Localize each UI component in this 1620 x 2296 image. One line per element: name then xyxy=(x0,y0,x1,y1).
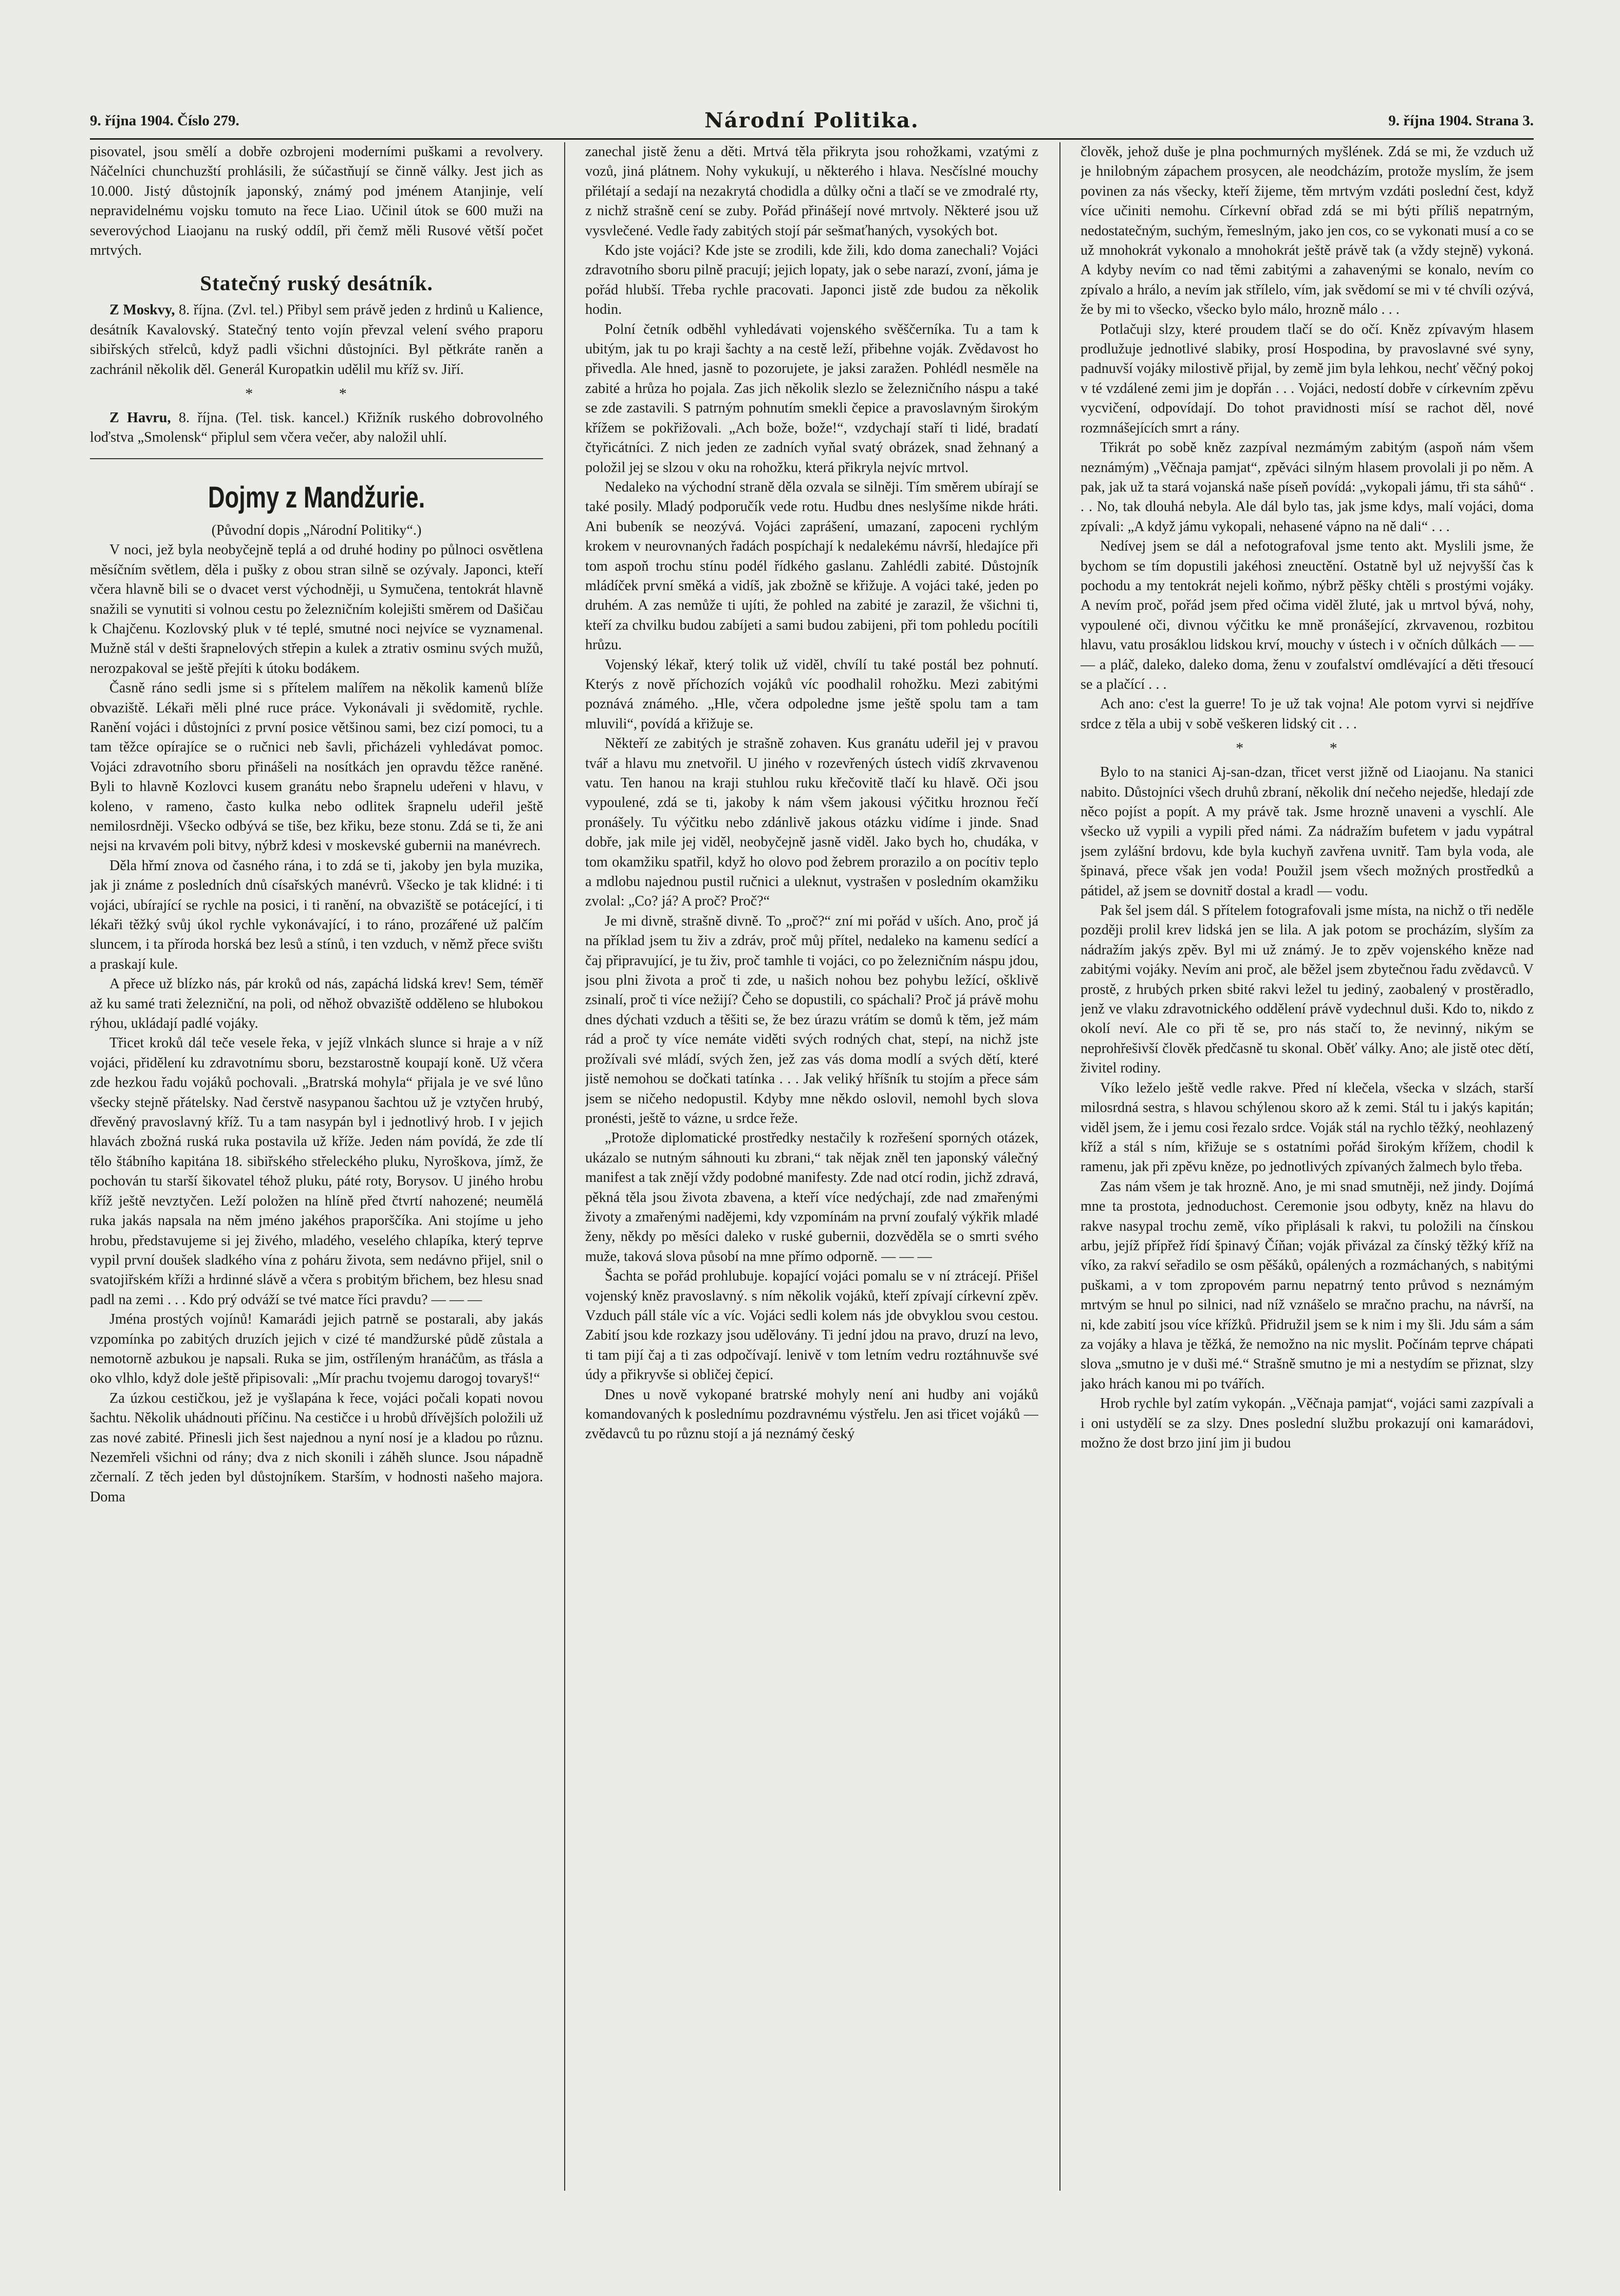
paragraph: Někteří ze zabitých je strašně zohaven. Kus granátu udeřil jej v pravou tvář a hlavu mu znetvořil. U jiného v rozevřených ústech vidíš zkrvavenou vatu. Ten hanou na kraji stuhlou ruku křečovitě tlačí ku hlavě. Oči jsou vypoulené, zdá se ti, jakoby k nám všem jakousi výčitku hroznou řečí pronášely. Tu výčitku nebo zdánlivě jakous otázku vidíme i jinde. Snad dobře, jak mile jej viděl, neobyčejně jasně viděl. Jako bych ho, chudáka, v tom okamžiku spatřil, když ho olovo pod žebrem prorazilo a on pocítiv teplo a mdlobu najednou pustil ručnici a uleknut, vystrašen v posledním okamžiku zvolal: „Co? já? A proč? Proč?“ xyxy=(585,736,1038,910)
columns xyxy=(90,142,1534,2191)
paragraph: Děla hřmí znova od časného rána, i to zdá se ti, jakoby jen byla muzika, jak ji známe z posledních dnů císařských manévrů. Všecko je tak klidné: i ti vojáci, ubírající se rychle na posici, i ti ranění, na obvaziště se potácející, i ti lékaři těžký svůj úkol rychle vykonávající, i to ráno, prozářené už palčím sluncem, i ta přírodа horská bez lesů a stínů, i ten vzduch, v němž přece svištı a praskají kule. xyxy=(90,857,543,972)
column-rule xyxy=(1059,142,1060,2191)
article-headline: Statečný ruský desátník. xyxy=(200,271,433,295)
paragraph xyxy=(90,408,543,448)
header-date-issue: 9. října 1904. Číslo 279. xyxy=(90,112,239,129)
paragraph: Kdo jste vojáci? Kde jste se zrodili, kde žili, kdo doma zanechali? Vojáci zdravotního sboru pilně pracují; jejich lopaty, jak o sebe narazí, zvoní, jáma je pořád hlubší. Třeba rychle pracovati. Japonci jistě zde budou za několik hodin. xyxy=(585,242,1038,318)
paragraph: zanechal jistě ženu a děti. Mrtvá těla přikryta jsou rohožkami, vzatými z vozů, jiná plátnem. Nohy vykukují, u některého i hlava. Nesčíslné mouchy přilétají a sedají na nezakrytá chodidla a důlky očni a tlačí se ve zmodralé rty, z nichž strašně cení se zuby. Pořád přinášejí nové mrtvoly. Některé jsou už vysvlečené. Vedle řady zabitých stojí pár sešmaťhaných, vysokých bot. xyxy=(585,144,1038,239)
paragraph: Pak šel jsem dál. S přítelem fotografovali jsme místa, na nichž o tři neděle později prolil krev lidská jen se lila. A jak potom se procházím, slyším za nádražím jakýs zpěv. Byl mi už známý. Je to zpěv vojenského kněze nad zabitými vojáky. Nevím ani proč, ale běžel jsem zbytečnou řadu zvědavců. V prostě, z hrubých prken sbité rakvi ležel tu jediný, zaobalený v prostěradlo, jenž ve vlaku zdravotnického oddělení právě vydechnul duši. Kdo to, nikdo z okolí neví. Ale co při tě se, pro nás stačí to, že nevinný, nikým se neprohřešivší člověk předčasně tu skonal. Oběť války. Ano; ale jistě otec dětí, živitel rodiny. xyxy=(1081,902,1534,1077)
paragraph: Jména prostých vojínů! Kamarádi jejich patrně se postarali, aby jakás vzpomínka po zabitých druzích jejich v cizé té mandžurské půdě zůstala a nemotorně azbukou je napsali. Ruka se jim, ostříleným hranáčům, as třásla a oko vlhlo, když dole ještě připisovali: „Mír prachu tvojemu darogoj tovaryš!“ xyxy=(90,1311,543,1387)
paragraph: Nedaleko na východní straně děla ozvala se silněji. Tím směrem ubírají se také posily. Mladý podporučík vede rotu. Hudbu dnes neslyšíme nikde hráti. Ani bubeník se neozývá. Vojáci zaprášení, umazaní, zapoceni rychlým krokem v neurovnaných řadách pospíchají k nedalekému návrší, hledajíce při tom aspoň trochu stínu podél řídkého gaslanu. Zahlédli zabité. Důstojník mládíček první směká a vidíš, jak zbožně se křižuje. A vojáci také, jeden po druhém. A zas nemůže ti ujíti, že pohled na zabité je zarazil, že všichni ti, kteří za chvilku budou zabíjeti a sami budou zabijeni, při tom pohledu pocítili hrůzu. xyxy=(585,479,1038,653)
paragraph: Za úzkou cestičkou, jež je vyšlapána k řece, vojáci počali kopati novou šachtu. Několik uhádnouti příčinu. Na cestičce i u hrobů dřívějších položili už zas nové zabité. Přinesli jich šest najednou a nyní nosí je a kladou po různu. Nezemřeli všichni od rány; dva z nich skonili i záhěh sluncе. Jsou nápadně zčernalí. Z těch jeden byl důstojníkem. Starším, v hodnosti našeho majora. Doma xyxy=(90,1390,543,1505)
page-header xyxy=(90,105,1534,140)
paragraph: Potlačuji slzy, které proudem tlačí se do očí. Kněz zpívavým hlasem prodlužuje jednotlivé slabiky, prosí Hospodina, by pravoslavné své syny, padnuvší vojáky milostivě přijal, by země jim byla lehkou, nechť věčný pokoj v té vzdálené zemi jim je dopřán . . . Vojáci, nedostí dobře v církevním zpěvu vycvičení, odpovídají. Do tohot pravidnosti mísí se rachot děl, nové rozmnášejících smrt a rány. xyxy=(1081,321,1534,436)
section-stars: * * xyxy=(1236,740,1379,757)
paragraph: Zas nám všem je tak hrozně. Ano, je mi snad smutněji, než jindy. Dojímá mne ta prostota, jednoduchost. Ceremonie jsou odbyty, kněz na hlavu do rakve nasypal trochu země, víko připlásali k rakvi, tu položili na čínskou arbu, jejíž přípřež řídí špinavý Číňan; voják přivázal za čínský těžký kříž na víko, za rakví seřadilo se osm pěšáků, opálených a rozmáchaných, s nabitými puškami, a v tom zpropovém parnu nepatrný tento průvod s neznámým mrtvým se hnul po silnici, nad níž vznášelo se mračno prachu, na návrší, na ni, kde zabití jsou více křížků. Přidružil jsem se k nim i my šli. Jdu sám a sám za vojáky a hlava je těžká, že nemožno na nic myslit. Počínám teprve chápati slova „smutno je v duši mé.“ Strašně smutno je mi a nestydím se přiznat, slzy jako hrách kanou mi po tvářích. xyxy=(1081,1178,1534,1392)
dateline: Z Havru, xyxy=(109,410,171,426)
column-2 xyxy=(585,142,1038,2191)
paragraph: člověk, jehož duše je plna pochmurných myšlének. Zdá se mi, že vzduch už je hnilobným zápachem prosycen, ale neodcházím, protože myslím, že jsem povinen za nás všecky, kteří žijeme, těm mrtvým vzdáti poslední čest, když více učiniti nemohu. Církevní obřad zdá se mi býti příliš nepatrným, nedostatečným, suchým, řemeslným, jako jen cos, co se vykonati musí a co se už mnohokrát vykonalo a mnohokrát ještě právě tak (a vždy stejně) vykoná. A kdyby nevím co nad těmi zabitými a zahavenými se konalo, nevím co zpívalo a hrálo, a nevím jak střílelo, vím, jak svědomí se mi v té chvíli ozývá, že by mi to všecko, všecko bylo málo, hrozně málo . . . xyxy=(1081,144,1534,318)
header-date-page: 9. října 1904. Strana 3. xyxy=(1388,112,1534,129)
paragraph: Časně ráno sedli jsme si s přítelem malířem na několik kamenů blíže obvaziště. Lékaři měli plné ruce práce. Vykonávali ji svědomitě, rychle. Ranění vojáci i důstojníci z první posice většinou sami, bez cizí pomoci, tu a tam těžce opírajíce se o ručnici neb šavli, přicházeli vyhledávat pomoc. Vojáci zdravotního sboru přinášeli na nosítkách jen opravdu těžce raněné. Byli to hlavně Kozlovci kusem granátu nebo šrapnelu udeřeni v hlavu, v koleno, v rameno, často kulka nebo odlitek šrapnelu udeřil ještě nemilosrdněji. Všecko odbývá se tiše, bez křiku, beze stonu. Zdá se ti, že ani nejsi na krvavém poli bitvy, nýbrž kdesi v moskevské gubernii na manévrech. xyxy=(90,680,543,854)
paragraph: „Protože diplomatické prostředky nestačily k rozřešení sporných otázek, ukázalo se nutným sáhnouti ku zbrani,“ tak nějak zněl ten japonský válečný manifest a tak znějí vždy podobné manifesty. Zde nad otcí rodin, jichž zdravá, pěkná těla jsou života zbavena, a kteří více nedýchají, zde nad zmařenými životy a zmařenými nadějemi, kdy vzpomínám na první zoufalý výkřik mladé ženy, někdy po měsíci daleko v ruské gubernii, dozvěděla se o smrti svého muže, taková slova působí na mne přímo odporně. — — — xyxy=(585,1130,1038,1265)
paragraph: Třicet kroků dál teče vesele řeka, v jejíž vlnkách slunce si hraje a v níž vojáci, přidělení ku zdravotnímu sboru, bezstarostně koupají koně. Už včera zde hezkou řadu vojáků pochovali. „Bratrská mohyla“ přijala je ve své lůno všecky stejně přátelsky. Nad čerstvě nasypanou šachtou už je vztyčen hrubý, dřevěný pravoslavný kříž. Tu a tam nasypán byl i jednotlivý hrob. I v jejich hlavách zbožná ruská ruka postavila už kříže. Jeden nám povídá, že zde tlí tělo štábního kapitána 18. sibiřského střeleckého pluku, Nyroškova, jímž, že pochován tu starší šikovatel téhož pluku, páté roty, Borysov. U jiného hrobu kříž ještě nevztyčen. Leží položen na hlíně před čtvrtí nahozené; neumělá ruka jakás napsala na něm jméno jakéhos praporščíka. Ani stojíme u jeho hrobu, představujeme si jej živého, mladého, veselého chlapíka, který teprve vypil první doušek sladkého vína z poháru života, sem nedávno přijel, snil o svatojiřském kříži a hrdinné slávě a včera s probitým břichem, bez hlesu snad padl na zemi . . . Kdo prý odváží se tvé matce říci pravdu? — — — xyxy=(90,1035,543,1308)
paragraph-text: 8. října. (Tel. tisk. kancel.) Křižník ruského dobrovolného loďstva „Smolensk“ připlul sem včera večer, aby naložil uhlí. xyxy=(90,410,543,446)
paragraph: Šachta se pořád prohlubuje. kopající vojáci pomalu se v ní ztrácejí. Přišel vojenský kněz pravoslavný. s ním několik vojáků, kteří zpívají církevní zpěv. Vzduch páll stále víc a víc. Vojáci sedli kolem nás jde obvyklou svou cestou. Zabití jsou kde rozkazy jsou udělovány. Ti jední jdou na pravo, druzí na levo, ti tam pijí čaj a ti zas odpočívají. lenivě v tom letním vedru roztáhnuvše své údy a přikryvše si obličej čepicí. xyxy=(585,1268,1038,1383)
paragraph: Nedívej jsem se dál a nefotografoval jsme tento akt. Myslili jsme, že bychom se tím dopustili jakéhosi zneuctění. Ostatně byl už nejvyšší čas k pochodu a my tentokrát nejeli koňmo, nýbrž pěšky chtěli s prostými vojáky. A nevím proč, pořád jsem před očima viděl žluté, jak u mrtvol bývá, nohy, vypoulené oči, divnou výčitku ke mně pronášející, zkrvavenou, rozbitou hlavu, vatu prosáklou lidskou krví, mouchy v ústech i v očních důlkách — — — a pláč, daleko, daleko doma, ženu v zoufalství omdlévající a děti třesoucí se a plačící . . . xyxy=(1081,538,1534,692)
paragraph: pisovatel, jsou smělí a dobře ozbrojeni moderními puškami a revolvery. Náčelníci chunchuzští prohlásili, že súčastňují se činně války. Jest jich as 10.000. Jistý důstojník japonský, známý pod jménem Atanjinje, velí nepravidelnému vojsku tomuto na řece Liao. Učinil útok se 600 muži na severovýchod Liaojanu na ruský oddíl, při čemž měli Rusové větší počet mrtvých. xyxy=(90,144,543,259)
masthead-title: Národní Politika. xyxy=(704,108,919,133)
article-subtitle: (Původní dopis „Národní Politiky“.) xyxy=(211,522,422,538)
paragraph: A přece už blízko nás, pár kroků od nás, zapáchá lidská krev! Sem, téměř až ku samé trati železniční, na poli, od něhož obvaziště odděleno se hlubokou rýhou, ukládají padlé vojáky. xyxy=(90,976,543,1032)
column-1 xyxy=(90,142,543,2191)
paragraph: Polní četník odběhl vyhledávati vojenského svěščerníka. Tu a tam k ubitým, jak tu po kraji šachty a na cestě leží, přibehne voják. Zvědavost ho přivedla. Ale hned, jasně to pozorujete, je jaksi zaražen. Pohlédl nesměle na zabité a hrůza ho pojala. Zas jich několik slezlo se železničního náspu a také se zde zastavili. S patrným pohnutím smekli čepice a pravoslavným širokým křížem se pokřižovali. „Ach bože, bože!“, vzdychají staří ti lidé, bradatí čtyřicátníci. Z nich jeden ze zadních vyňal svatý obrázek, snad žehnaný a položil jej se slzou v oku na rohožku, která přikryla nejvíc mrtvol. xyxy=(585,321,1038,476)
paragraph: Vojenský lékař, který tolik už viděl, chvílí tu také postál bez pohnutí. Kterýs z nově příchozích vojáků víc poodhalil rohožku. Mezi zabitými poznává známého. „Hle, včera odpoledne jsme ještě spolu tam a tam mluvili“, povídá a křižuje se. xyxy=(585,656,1038,732)
section-stars: * * xyxy=(245,385,388,403)
paragraph: Bylo to na stanici Aj-san-dzan, třicet verst jižně od Liaojanu. Na stanici nabito. Důstojníci všech druhů zbraní, několik dní nečeho nejedše, hledají zde něco pojíst a popít. A my právě tak. Jsme hrozně unaveni a vyschlí. Ale všecko už vypili a vypili před námi. Za nádražím bufetem v jadu vypátral jsem zylášní brdovu, kde byla kuchyň zavřena uvnitř. Tam byla voda, ale špinavá, přece však jen voda! Použil jsem všech možných prostředků a pátidel, až jsem se dovnitř dostal a kradl — vodu. xyxy=(1081,764,1534,899)
article-separator xyxy=(90,458,543,459)
paragraph: Víko leželo ještě vedle rakve. Před ní klečela, všecka v slzách, starší milosrdná sestra, s hlavou schýlenou skoro až k zemi. Stál tu i jakýs kapitán; viděl jsem, že i jemu cosi řezalo srdce. Voják stál na rychlo těžký, neohlazený kříž a stál s ním, křižuje se s ostatními pořád širokým křížem, chodil k ramenu, jak při zpěvu kněze, po jednotlivých zpívaných žalmech bylo třeba. xyxy=(1081,1080,1534,1175)
paragraph: Je mi divně, strašně divně. To „proč?“ zní mi pořád v uších. Ano, proč já na příklad jsem tu živ a zdráv, proč můj přítel, nedaleko na kamenu sedící a čaj připravující, je tu živ, proč tamhle ti vojáci, co po železničním náspu jdou, jsou plni života a proč ti zde, u našich nohou bez pohybu ležící, ošklivě zsinalí, proč ti více nežijí? Čeho se dopustili, co spáchali? Proč já právě mohu dnes dýchati vzduch a těšiti se, že bez úrazu vrátím se domů k těm, jež mám rád a proč ty více nemáte viděti svých rodných chat, stepí, na nichž jste prožívali své mládí, svých žen, jež zas vás doma modlí a svých dětí, které jistě nemohou se dočkati tatínka . . . Jak veliký hříšník tu stojím a přece sám jsem se ničeho nedopustil. Kdyby mne někdo oslovil, nemohl bych slova pronésti, ještě to vázne, u srdce řeže. xyxy=(585,913,1038,1126)
dateline: Z Moskvy, xyxy=(109,302,175,318)
paragraph: Třikrát po sobě kněz zazpíval nezmámým zabitým (aspoň nám všem neznámým) „Věčnaja pamjat“, zpěváci silným hlasem provolali ji po něm. A pak, jak už ta stará vojanská naše píseň povídá: „vykopali jámu, tři sta sáhů“ . . . No, tak dlouhá nebyla. Ale dál bylo tas, jak jsme kdys, malí vojáci, doma zpívali: „A když jámu vykopali, nehasené vápno na ně dali“ . . . xyxy=(1081,440,1534,535)
paragraph: Ach ano: c'est la guerre! To je už tak vojna! Ale potom vyrvi si nejdříve srdce z těla a ubij v sobě veškeren lidský cit . . . xyxy=(1081,696,1534,732)
paragraph: Dnes u nově vykopané bratrské mohyly není ani hudby ani vojáků komandovaných k poslednímu pozdravnému výstřelu. Jen asi třicet vojáků — zvědavců tu po různu stojí a já neznámý český xyxy=(585,1386,1038,1442)
column-rule xyxy=(564,142,565,2191)
newspaper-page xyxy=(90,105,1534,2191)
paragraph xyxy=(90,300,543,380)
paragraph: V noci, jež byla neobyčejně teplá a od druhé hodiny po půlnoci osvětlena měsíčním světlem, děla i pušky z obou stran silně se ozývaly. Japonci, kteří včera hlavně bili se o dvacet verst východněji, u Symučena, tentokrát hlavně snažili se vynutiti si volnou cestu po železničním kolejišti směrem od Dašičau k Chajčenu. Kozlovský pluk v té teplé, smutné noci nejvíce se vyznamenal. Mužně stál v dešti šrapnelových střepin a kulek a ztrativ osminu svých mužů, nerozpakoval se ještě přejíti k útoku bodákem. xyxy=(90,542,543,676)
column-3 xyxy=(1081,142,1534,2191)
paragraph: Hrob rychle byl zatím vykopán. „Věčnaja pamjat“, vojáci sami zazpívali a i oni ustydělí se za slzy. Dnes poslední službu prokazují oni kamarádovi, možno že dost brzo jiní jim ji budou xyxy=(1081,1396,1534,1451)
paragraph-text: 8. října. (Zvl. tel.) Přibyl sem právě jeden z hrdinů u Kalience, desátník Kavalovský. Statečný tento vojín převzal velení svého praporu sibiřských střelců, když padli všichni důstojníci. Byl pětkráte raněn a zachránil několik děl. Generál Kuropatkin udělil mu kříž sv. Jiří. xyxy=(90,302,543,378)
article-headline-main: Dojmy z Mandžurie. xyxy=(208,480,425,514)
